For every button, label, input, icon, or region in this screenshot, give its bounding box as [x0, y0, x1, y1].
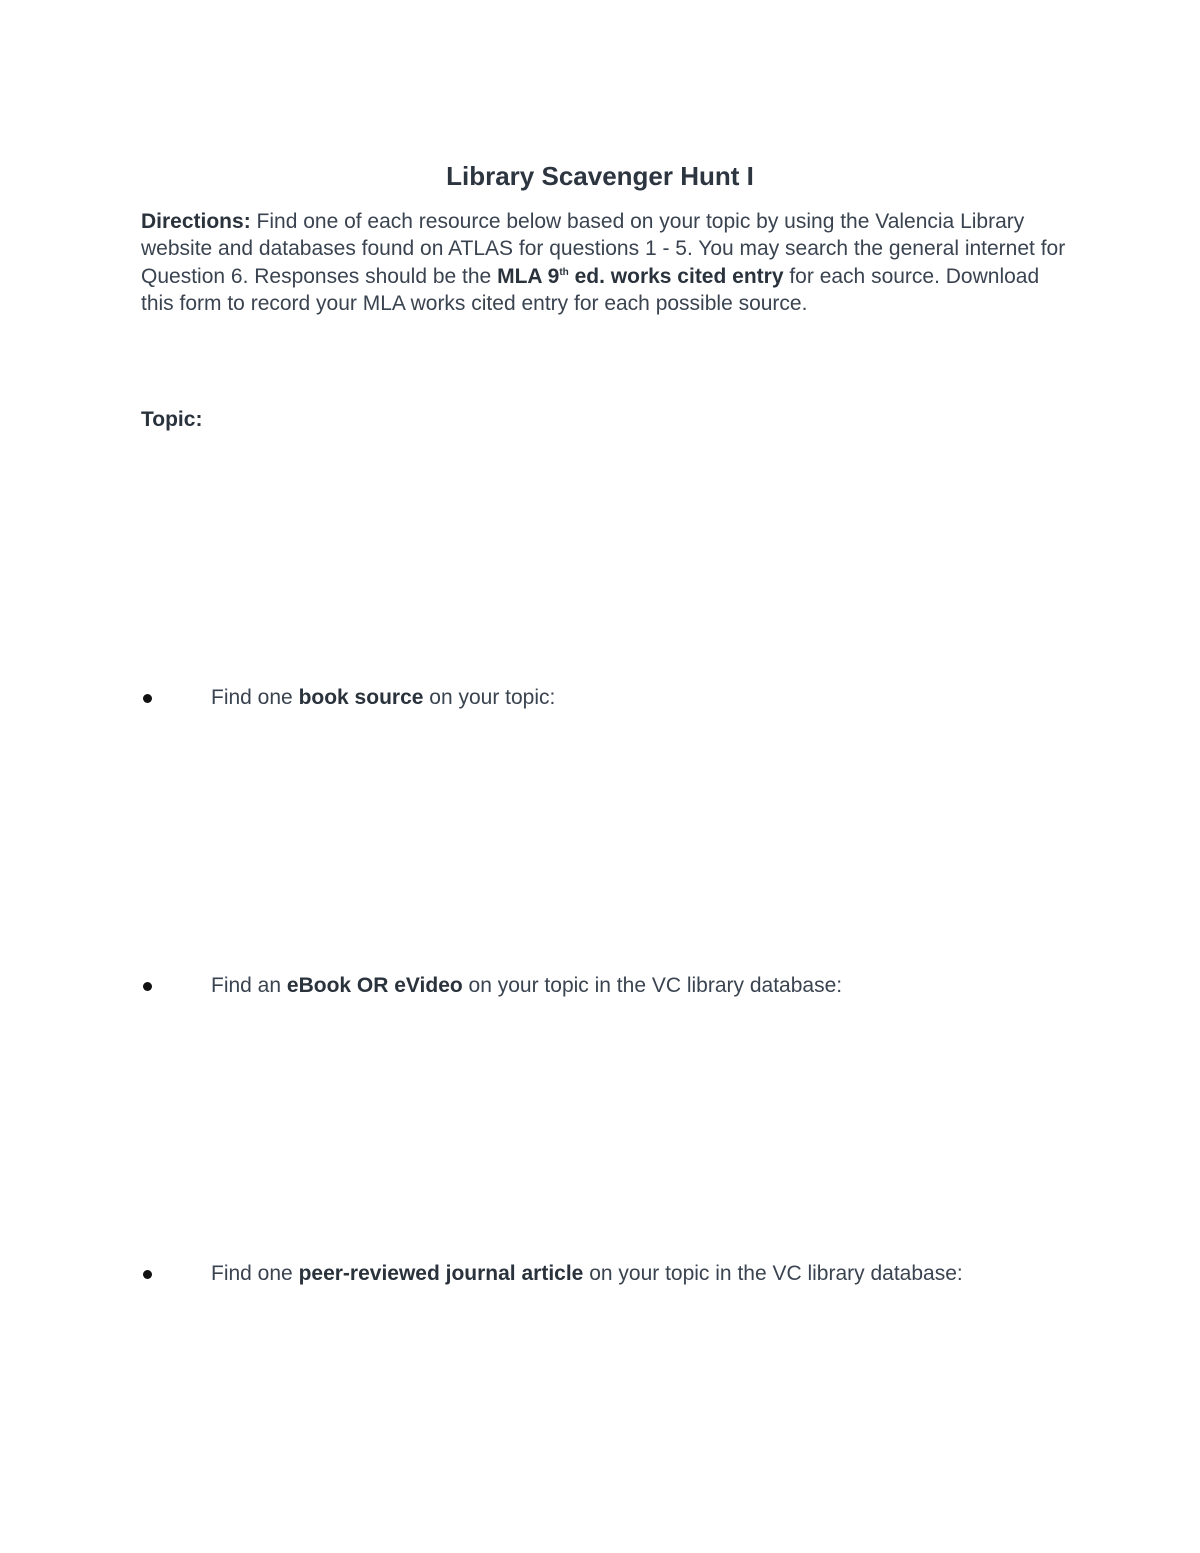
directions-bold-1: MLA 9: [497, 264, 560, 288]
bullet-icon: [143, 982, 152, 991]
directions-paragraph: [141, 208, 1071, 317]
page-title: Library Scavenger Hunt I: [446, 161, 754, 191]
list-item-prefix: Find an: [211, 974, 287, 997]
directions-bold-2: ed. works cited entry: [568, 264, 784, 288]
directions-text-2: for each source. Download this form to record your MLA works cited entry for each possible source.: [141, 264, 1040, 315]
bullet-icon: [143, 694, 152, 703]
directions-text-1: Find one of each resource below based on your topic by using the Valencia Library website and databases found on ATLAS for questions 1 - 5. You may search the general internet for Question 6. Responses should be the: [141, 210, 1066, 288]
list-item: [141, 1259, 1101, 1289]
list-item-suffix: on your topic in the VC library database:: [462, 974, 843, 997]
list-item-bold: eBook OR eVideo: [286, 974, 463, 997]
bullet-icon: [143, 1270, 152, 1279]
directions-label: Directions:: [141, 210, 251, 233]
list-item-bold: book source: [298, 686, 424, 709]
list-item: [141, 971, 1101, 1001]
list-item-bold: peer-reviewed journal article: [298, 1262, 584, 1285]
list-item-prefix: Find one: [211, 686, 299, 709]
list-item-suffix: on your topic in the VC library database:: [583, 1262, 963, 1285]
list-item: [141, 683, 1101, 713]
topic-label: Topic:: [141, 408, 203, 431]
list-item-text: [211, 971, 842, 1001]
list-item-text: [211, 1259, 963, 1289]
directions-superscript: th: [559, 266, 569, 278]
list-item-prefix: Find one: [211, 1262, 299, 1285]
list-item-text: [211, 683, 555, 713]
list-item-suffix: on your topic:: [423, 686, 556, 709]
